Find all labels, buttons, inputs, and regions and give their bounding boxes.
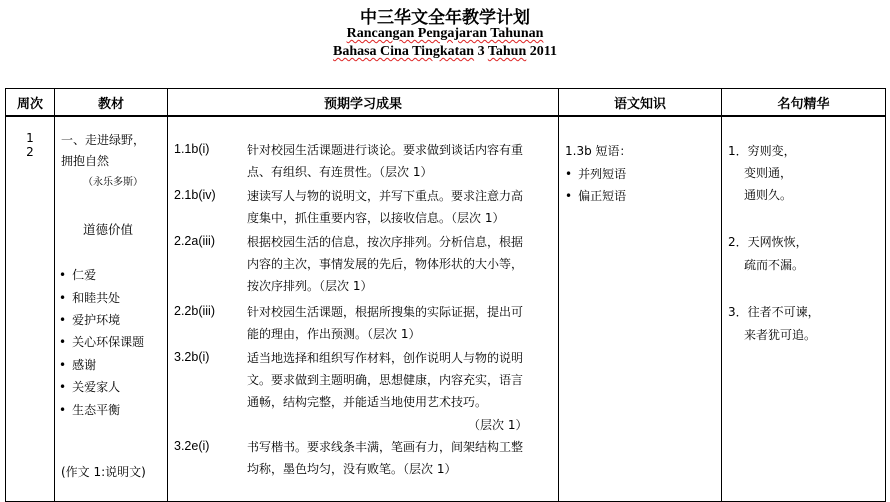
week-1: 1 — [26, 131, 34, 145]
outcome-code: 2.2a(iii) — [174, 234, 215, 248]
outcome-code: 2.1b(iv) — [174, 188, 216, 202]
value-item: • 和睦共处 — [59, 289, 120, 306]
document-title: 中三华文全年教学计划 — [360, 8, 530, 28]
outcome-code: 1.1b(i) — [174, 142, 210, 156]
value-item: • 爱护环境 — [59, 311, 120, 328]
week-cell — [6, 116, 55, 502]
quote-1-line-3: 通则久。 — [744, 188, 793, 202]
outcome-line: 针对校园生活课题进行谈论。要求做到谈话内容有重 — [247, 143, 524, 157]
outcome-line: 按次序排列。（层次 1） — [247, 279, 373, 293]
header-row — [6, 89, 886, 117]
language-heading: 1.3b 短语： — [565, 144, 632, 158]
outcome-code: 2.2b(iii) — [174, 304, 215, 318]
value-item: • 仁爱 — [59, 266, 96, 283]
outcome-line: 内容的主次，事情发展的先后，物体形状的大小等， — [247, 257, 524, 271]
outcome-line: 速读写人与物的说明文，并写下重点。要求注意力高 — [247, 189, 524, 203]
subtitle-part-d: 2011 — [526, 44, 557, 59]
quote-2-line-2: 疏而不漏。 — [744, 258, 805, 272]
value-item: • 生态平衡 — [59, 401, 120, 418]
language-item: • 偏正短语 — [565, 187, 626, 204]
week-numbers — [6, 131, 54, 159]
outcome-text — [247, 436, 547, 480]
outcome-line: 度集中，抓住重要内容，以接收信息。（层次 1） — [247, 211, 505, 225]
outcome-line: 点、有组织、有连贯性。（层次 1） — [247, 165, 433, 179]
outcome-line: 文。要求做到主题明确，思想健康，内容充实，语言 — [247, 373, 524, 387]
outcome-text — [247, 231, 547, 297]
value-item: • 关心环保课题 — [59, 333, 144, 350]
values-heading: 道德价值 — [83, 222, 134, 237]
outcome-text — [247, 347, 547, 413]
subtitle-line-1: Rancangan Pengajaran Tahunan — [346, 26, 544, 41]
unit-title-line-1: 一、走进绿野， — [61, 133, 146, 147]
outcome-code: 3.2b(i) — [174, 350, 210, 364]
quotes-cell — [722, 116, 886, 502]
document-subtitle — [0, 26, 890, 42]
value-item: • 关爱家人 — [59, 378, 120, 395]
header-outcomes: 预期学习成果 — [168, 89, 559, 117]
language-cell — [559, 116, 722, 502]
outcome-line: 书写楷书。要求线条丰满，笔画有力，间架结构工整 — [247, 440, 524, 454]
composition-note: (作文 1:说明文) — [61, 465, 146, 479]
quote-2-line-1: 2．天网恢恢， — [728, 235, 808, 249]
outcome-text — [247, 301, 547, 345]
outcome-line: 适当地选择和组织写作材料，创作说明人与物的说明 — [247, 351, 524, 365]
table-row — [6, 116, 886, 502]
quote-3-line-2: 来者犹可追。 — [744, 328, 817, 342]
outcome-code: 3.2e(i) — [174, 439, 210, 453]
outcome-line: 均称，墨色均匀，没有败笔。（层次 1） — [247, 462, 457, 476]
header-quotes: 名句精华 — [722, 89, 886, 117]
header-language: 语文知识 — [559, 89, 722, 117]
quote-1-line-1: 1．穷则变， — [728, 144, 796, 158]
header-material: 教材 — [55, 89, 168, 117]
header-week: 周次 — [6, 89, 55, 117]
document-subtitle-2 — [0, 44, 890, 60]
outcome-text — [247, 139, 547, 183]
language-item: • 并列短语 — [565, 165, 626, 182]
quote-1-line-2: 变则通， — [744, 166, 793, 180]
material-cell — [55, 116, 168, 502]
unit-title-line-2: 拥抱自然 — [61, 154, 110, 168]
outcome-level: （层次 1） — [468, 418, 528, 432]
outcome-line: 通畅，结构完整，并能适当地使用艺术技巧。 — [247, 395, 488, 409]
quote-3-line-1: 3．往者不可谏， — [728, 305, 820, 319]
outcome-line: 针对校园生活课题，根据所搜集的实际证据，提出可 — [247, 305, 524, 319]
value-item: • 感谢 — [59, 356, 96, 373]
plan-table — [5, 88, 886, 502]
week-2: 2 — [26, 145, 34, 159]
subtitle-part-a: Bahasa Cina Tingkatan — [332, 44, 475, 59]
outcome-text — [247, 185, 547, 229]
unit-author: （永乐多斯） — [83, 177, 143, 188]
subtitle-part-c: Tahun — [487, 44, 527, 59]
outcomes-cell — [168, 116, 559, 502]
outcome-line: 根据校园生活的信息，按次序排列。分析信息，根据 — [247, 235, 524, 249]
subtitle-part-b: 3 — [474, 44, 488, 59]
outcome-line: 能的理由，作出预测。（层次 1） — [247, 327, 421, 341]
